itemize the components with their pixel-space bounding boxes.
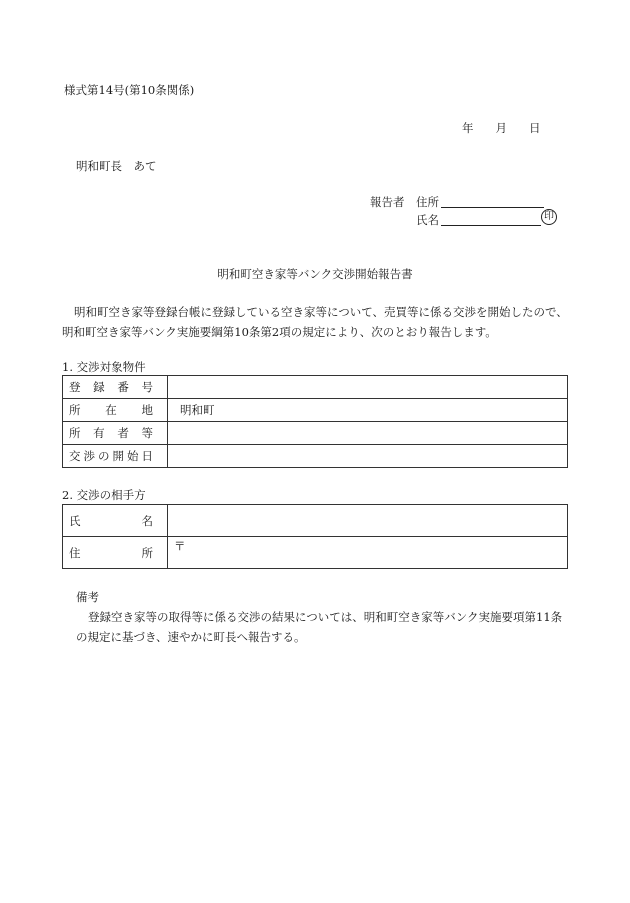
section1-heading: 1. 交渉対象物件 xyxy=(62,360,146,374)
row-label-text xyxy=(69,379,153,395)
reporter-address-field[interactable] xyxy=(441,207,544,208)
row-label-text xyxy=(69,402,153,418)
table-row xyxy=(63,537,568,569)
table-row xyxy=(63,445,568,468)
label-char: 住 xyxy=(69,545,81,560)
date-line xyxy=(462,120,541,136)
remarks-line-2: の規定に基づき、速やかに町長へ報告する。 xyxy=(76,630,306,644)
label-char: 者 xyxy=(117,426,129,440)
label-char: 所 xyxy=(69,426,81,440)
remarks-line-1: 登録空き家等の取得等に係る交渉の結果については、明和町空き家等バンク実施要項第11条 xyxy=(88,610,563,624)
label-char: 地 xyxy=(141,403,153,417)
row-label xyxy=(63,445,168,468)
section2-heading: 2. 交渉の相手方 xyxy=(62,488,146,502)
row-value-field[interactable] xyxy=(168,445,568,468)
seal-mark: 印 xyxy=(541,209,557,225)
label-char: 在 xyxy=(105,403,117,417)
row-label xyxy=(63,422,168,445)
label-char: 所 xyxy=(69,403,81,417)
table-row xyxy=(63,422,568,445)
counterparty-table xyxy=(62,504,568,569)
label-char: 交 xyxy=(69,449,81,463)
label-char: 号 xyxy=(141,380,153,394)
label-char: 録 xyxy=(93,380,105,394)
row-label xyxy=(63,505,168,537)
document-title: 明和町空き家等バンク交渉開始報告書 xyxy=(217,267,413,281)
table-row xyxy=(63,505,568,537)
row-value-field[interactable] xyxy=(168,505,568,537)
addressee: 明和町長 あて xyxy=(76,159,157,173)
body-line-2: 明和町空き家等バンク実施要綱第10条第2項の規定により、次のとおり報告します。 xyxy=(62,325,497,339)
label-char: 開 xyxy=(112,449,124,463)
row-label-text xyxy=(69,513,153,529)
label-char: 番 xyxy=(117,380,129,394)
remarks-text xyxy=(76,607,576,647)
property-table xyxy=(62,375,568,468)
remarks-heading: 備考 xyxy=(76,590,99,604)
reporter-label: 報告者 xyxy=(370,195,405,209)
reporter-address-label: 住所 xyxy=(416,195,439,209)
row-value-field[interactable] xyxy=(168,376,568,399)
label-char: 渉 xyxy=(83,449,95,463)
label-char: 所 xyxy=(141,545,153,560)
body-line-1: 明和町空き家等登録台帳に登録している空き家等について、売買等に係る交渉を開始したので、 xyxy=(74,305,568,319)
row-label-text xyxy=(69,448,153,464)
row-value-field[interactable] xyxy=(168,422,568,445)
row-label xyxy=(63,537,168,569)
day-label: 日 xyxy=(529,121,541,135)
row-label-text xyxy=(69,545,153,561)
body-paragraph xyxy=(62,302,572,342)
label-char: 日 xyxy=(141,449,153,463)
label-char: 始 xyxy=(127,449,139,463)
reporter-name-label: 氏名 xyxy=(416,213,439,227)
row-label xyxy=(63,399,168,422)
table-row xyxy=(63,376,568,399)
label-char: 名 xyxy=(141,513,153,528)
row-label xyxy=(63,376,168,399)
row-value-field[interactable]: 〒 xyxy=(168,537,568,569)
year-label: 年 xyxy=(462,121,474,135)
reporter-name-field[interactable] xyxy=(441,225,541,226)
label-char: の xyxy=(98,449,110,463)
month-label: 月 xyxy=(495,121,507,135)
form-number: 様式第14号(第10条関係) xyxy=(64,83,195,97)
row-value-field[interactable]: 明和町 xyxy=(168,399,568,422)
label-char: 有 xyxy=(93,426,105,440)
label-char: 登 xyxy=(69,380,81,394)
label-char: 氏 xyxy=(69,513,81,528)
row-label-text xyxy=(69,425,153,441)
table-row xyxy=(63,399,568,422)
label-char: 等 xyxy=(141,426,153,440)
